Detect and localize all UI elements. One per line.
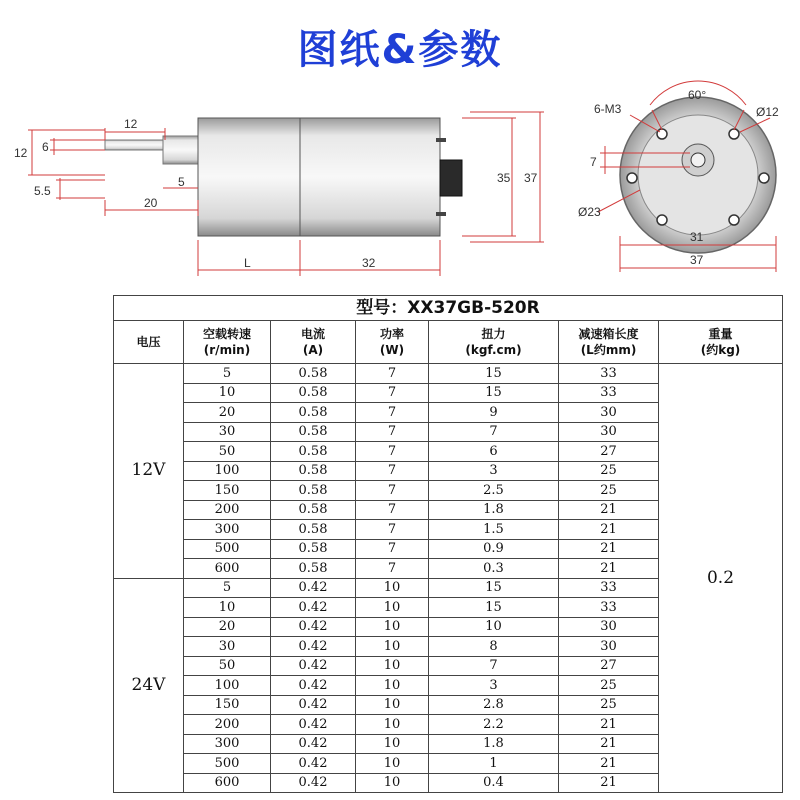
current-cell: 0.58 xyxy=(271,422,356,442)
current-cell: 0.58 xyxy=(271,442,356,462)
power-cell: 10 xyxy=(356,734,429,754)
speed-cell: 500 xyxy=(184,754,271,774)
torque-cell: 0.3 xyxy=(429,559,559,579)
speed-cell: 100 xyxy=(184,461,271,481)
torque-cell: 2.2 xyxy=(429,715,559,735)
mount-hole-6 xyxy=(729,215,739,225)
speed-cell: 10 xyxy=(184,383,271,403)
current-cell: 0.58 xyxy=(271,403,356,423)
power-cell: 7 xyxy=(356,364,429,384)
length-cell: 21 xyxy=(559,754,659,774)
torque-cell: 15 xyxy=(429,598,559,618)
power-cell: 10 xyxy=(356,637,429,657)
torque-cell: 1.5 xyxy=(429,520,559,540)
dim-32: 32 xyxy=(362,256,376,270)
column-header-label: 电流 xyxy=(300,327,325,341)
motor-body xyxy=(300,118,440,236)
power-cell: 10 xyxy=(356,676,429,696)
length-cell: 30 xyxy=(559,422,659,442)
length-cell: 33 xyxy=(559,383,659,403)
current-cell: 0.58 xyxy=(271,461,356,481)
dim-12-top: 12 xyxy=(124,117,138,131)
torque-cell: 3 xyxy=(429,461,559,481)
dim-5: 5 xyxy=(178,175,185,189)
speed-cell: 5 xyxy=(184,578,271,598)
current-cell: 0.58 xyxy=(271,559,356,579)
length-cell: 30 xyxy=(559,637,659,657)
power-cell: 7 xyxy=(356,520,429,540)
current-cell: 0.42 xyxy=(271,656,356,676)
length-cell: 27 xyxy=(559,656,659,676)
mount-hole-3 xyxy=(627,173,637,183)
speed-cell: 10 xyxy=(184,598,271,618)
power-cell: 7 xyxy=(356,403,429,423)
current-cell: 0.42 xyxy=(271,734,356,754)
column-header xyxy=(429,321,559,364)
speed-cell: 20 xyxy=(184,403,271,423)
voltage-cell: 24V xyxy=(114,578,184,793)
dim-angle: 60° xyxy=(688,88,707,102)
column-header xyxy=(356,321,429,364)
power-cell: 10 xyxy=(356,695,429,715)
column-header-unit: (W) xyxy=(379,343,405,357)
power-cell: 7 xyxy=(356,383,429,403)
current-cell: 0.42 xyxy=(271,637,356,657)
current-cell: 0.58 xyxy=(271,539,356,559)
column-header-label: 电压 xyxy=(136,335,161,349)
weight-cell: 0.2 xyxy=(659,364,783,793)
speed-cell: 30 xyxy=(184,637,271,657)
torque-cell: 3 xyxy=(429,676,559,696)
power-cell: 10 xyxy=(356,617,429,637)
speed-cell: 5 xyxy=(184,364,271,384)
table-row xyxy=(114,364,783,384)
current-cell: 0.42 xyxy=(271,695,356,715)
current-cell: 0.58 xyxy=(271,364,356,384)
shaft-collar xyxy=(163,136,198,164)
column-header xyxy=(559,321,659,364)
torque-cell: 0.4 xyxy=(429,773,559,793)
dim-31: 31 xyxy=(690,230,704,244)
current-cell: 0.42 xyxy=(271,754,356,774)
torque-cell: 9 xyxy=(429,403,559,423)
speed-cell: 200 xyxy=(184,715,271,735)
column-header-label: 空载转速 xyxy=(202,327,251,341)
power-cell: 10 xyxy=(356,715,429,735)
terminal-top xyxy=(436,138,446,142)
power-cell: 10 xyxy=(356,598,429,618)
speed-cell: 300 xyxy=(184,734,271,754)
torque-cell: 7 xyxy=(429,422,559,442)
power-cell: 10 xyxy=(356,578,429,598)
spec-body xyxy=(114,364,783,793)
column-header xyxy=(659,321,783,364)
torque-cell: 1.8 xyxy=(429,734,559,754)
current-cell: 0.42 xyxy=(271,676,356,696)
torque-cell: 1 xyxy=(429,754,559,774)
length-cell: 33 xyxy=(559,598,659,618)
dim-6: 6 xyxy=(42,140,49,154)
front-shaft xyxy=(691,153,705,167)
current-cell: 0.42 xyxy=(271,715,356,735)
current-cell: 0.42 xyxy=(271,598,356,618)
column-header-unit: (kgf.cm) xyxy=(465,343,522,357)
torque-cell: 15 xyxy=(429,578,559,598)
current-cell: 0.58 xyxy=(271,520,356,540)
speed-cell: 30 xyxy=(184,422,271,442)
dim-37-front: 37 xyxy=(690,253,704,267)
dim-L: L xyxy=(244,256,251,270)
column-header-unit: (r/min) xyxy=(203,343,251,357)
length-cell: 30 xyxy=(559,617,659,637)
output-shaft xyxy=(105,140,165,150)
torque-cell: 8 xyxy=(429,637,559,657)
spec-table xyxy=(113,295,783,793)
terminal-bottom xyxy=(436,212,446,216)
length-cell: 21 xyxy=(559,715,659,735)
length-cell: 25 xyxy=(559,481,659,501)
torque-cell: 10 xyxy=(429,617,559,637)
power-cell: 10 xyxy=(356,754,429,774)
speed-cell: 200 xyxy=(184,500,271,520)
speed-cell: 20 xyxy=(184,617,271,637)
column-header-label: 减速箱长度 xyxy=(578,327,639,341)
power-cell: 7 xyxy=(356,442,429,462)
length-cell: 33 xyxy=(559,578,659,598)
length-cell: 21 xyxy=(559,500,659,520)
torque-cell: 2.8 xyxy=(429,695,559,715)
dim-shaft-dia: Ø12 xyxy=(756,105,779,119)
column-header-unit: (约kg) xyxy=(700,343,741,357)
dim-35: 35 xyxy=(497,171,511,185)
power-cell: 7 xyxy=(356,481,429,501)
torque-cell: 1.8 xyxy=(429,500,559,520)
length-cell: 30 xyxy=(559,403,659,423)
column-header-unit: (L约mm) xyxy=(580,343,637,357)
speed-cell: 500 xyxy=(184,539,271,559)
current-cell: 0.58 xyxy=(271,383,356,403)
power-cell: 10 xyxy=(356,773,429,793)
mount-hole-5 xyxy=(657,215,667,225)
length-cell: 21 xyxy=(559,559,659,579)
power-cell: 7 xyxy=(356,559,429,579)
power-cell: 7 xyxy=(356,500,429,520)
speed-cell: 150 xyxy=(184,695,271,715)
length-cell: 25 xyxy=(559,676,659,696)
page-title: 图纸&参数 xyxy=(297,27,503,73)
dim-7: 7 xyxy=(590,155,597,169)
power-cell: 7 xyxy=(356,539,429,559)
mount-hole-1 xyxy=(657,129,667,139)
torque-cell: 15 xyxy=(429,383,559,403)
current-cell: 0.42 xyxy=(271,773,356,793)
mount-hole-4 xyxy=(759,173,769,183)
mount-hole-2 xyxy=(729,129,739,139)
current-cell: 0.58 xyxy=(271,481,356,501)
dim-5-5: 5.5 xyxy=(34,184,51,198)
voltage-cell: 12V xyxy=(114,364,184,579)
side-view xyxy=(105,118,462,236)
speed-cell: 100 xyxy=(184,676,271,696)
column-header-label: 扭力 xyxy=(481,327,506,341)
length-cell: 21 xyxy=(559,539,659,559)
column-header xyxy=(184,321,271,364)
column-header xyxy=(271,321,356,364)
dim-12-left: 12 xyxy=(14,146,28,160)
gearbox-body xyxy=(198,118,300,236)
length-cell: 21 xyxy=(559,734,659,754)
speed-cell: 50 xyxy=(184,656,271,676)
model-title: 型号：XX37GB-520R xyxy=(114,296,783,321)
torque-cell: 6 xyxy=(429,442,559,462)
length-cell: 21 xyxy=(559,520,659,540)
power-cell: 7 xyxy=(356,422,429,442)
power-cell: 10 xyxy=(356,656,429,676)
speed-cell: 600 xyxy=(184,773,271,793)
motor-drawing xyxy=(0,0,800,290)
dim-37: 37 xyxy=(524,171,538,185)
dim-bolt-circle: Ø23 xyxy=(578,205,601,219)
speed-cell: 600 xyxy=(184,559,271,579)
torque-cell: 0.9 xyxy=(429,539,559,559)
dim-holes: 6-M3 xyxy=(594,102,622,116)
torque-cell: 7 xyxy=(429,656,559,676)
length-cell: 25 xyxy=(559,695,659,715)
speed-cell: 150 xyxy=(184,481,271,501)
length-cell: 25 xyxy=(559,461,659,481)
length-cell: 21 xyxy=(559,773,659,793)
current-cell: 0.42 xyxy=(271,617,356,637)
speed-cell: 50 xyxy=(184,442,271,462)
column-header-label: 功率 xyxy=(379,327,404,341)
torque-cell: 2.5 xyxy=(429,481,559,501)
torque-cell: 15 xyxy=(429,364,559,384)
dim-20: 20 xyxy=(144,196,158,210)
header-row xyxy=(114,321,783,364)
power-cell: 7 xyxy=(356,461,429,481)
current-cell: 0.42 xyxy=(271,578,356,598)
length-cell: 33 xyxy=(559,364,659,384)
current-cell: 0.58 xyxy=(271,500,356,520)
speed-cell: 300 xyxy=(184,520,271,540)
length-cell: 27 xyxy=(559,442,659,462)
motor-end-cap xyxy=(440,160,462,196)
column-header-label: 重量 xyxy=(708,327,733,341)
column-header-unit: (A) xyxy=(302,343,324,357)
column-header xyxy=(114,321,184,364)
